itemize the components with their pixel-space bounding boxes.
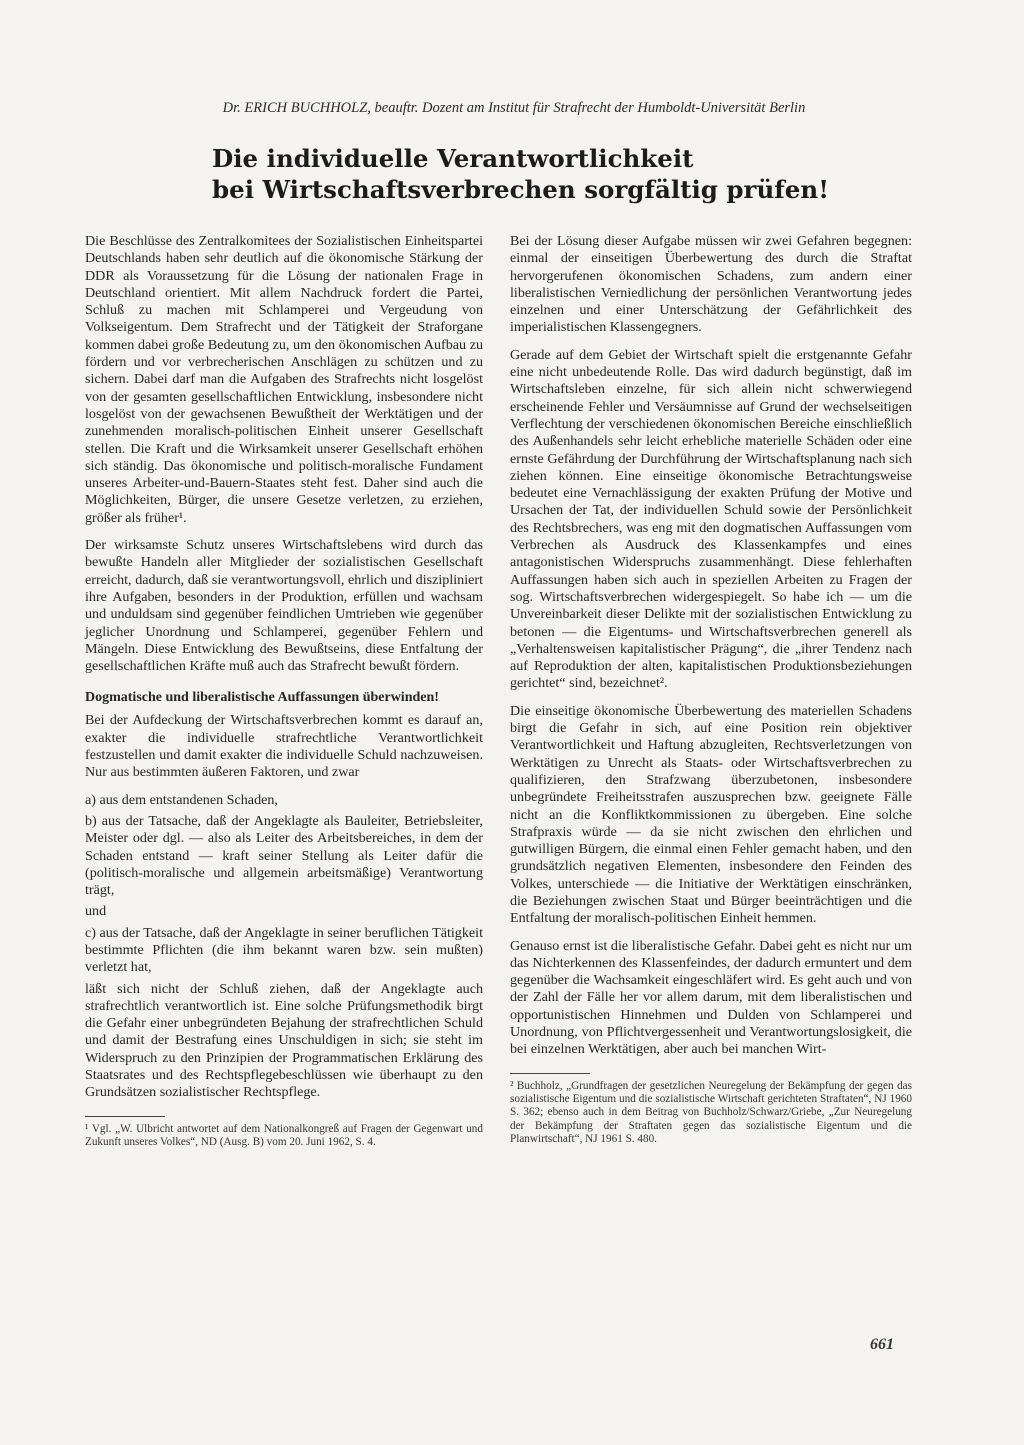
section-heading: Dogmatische und liberalistische Auffassungen überwinden! bbox=[85, 690, 439, 706]
paragraph: Gerade auf dem Gebiet der Wirtschaft spielt die erstgenannte Gefahr eine nicht unbedeutende Rolle. Das wird dadurch begünstigt, daß im Wirtschaftsleben einzelne, für sich allein nicht schwerwiegend erscheinende Fehler und Versäumnisse auf Grund der wechselseitigen Verflechtung der verschiedenen ökonomischen Bereiche einschließlich des Außenhandels sehr leicht erhebliche materielle Schäden oder eine ernste Gefährdung der Durchführung der Wirtschaftsplanung nach sich ziehen können. Eine einseitige ökonomische Betrachtungsweise bedeutet eine Vernachlässigung der exakten Prüfung der Motive und Ursachen der Tat, der individuellen Schuld sowie der Persönlichkeit des Rechtsbrechers, was eng mit den dogmatischen Auffassungen vom Verbrechen als Ausdruck des Klassenkampfes und eines antagonistischen Widerspruchs zusammenhängt. Diese fehlerhaften Auffassungen haben sich auch in speziellen Arbeiten zu Fragen der sog. Wirtschaftsverbrechen widergespiegelt. So habe ich — um die Unvereinbarkeit dieser Delikte mit der sozialistischen Entwicklung zu betonen — die Eigentums- und Wirtschaftsverbrechen generell als „Verhaltensweisen kapitalistischer Prägung“, die „ihrer Tendenz nach auf Reproduktion der alten, kapitalistischen Produktionsbeziehungen gerichtet“ sind, bezeichnet². bbox=[510, 346, 912, 692]
paragraph: läßt sich nicht der Schluß ziehen, daß der Angeklagte auch strafrechtlich verantwortlich ist. Eine solche Prüfungsmethodik birgt die Gefahr einer unbegründeten Bejahung der strafrechtlichen Schuld und damit der Bestrafung eines Unschuldigen in sich; sie steht im Widerspruch zu den Prinzipien der Programmatischen Erklärung des Staatsrates und des Rechtspflegebeschlüssen wie überhaupt zu den Grundsätzen sozialistischer Rechtspflege. bbox=[85, 980, 483, 1101]
paragraph: Bei der Aufdeckung der Wirtschaftsverbrechen kommt es darauf an, exakter die individuelle strafrechtliche Verantwortlichkeit festzustellen und damit exakter die individuelle Schuld nachzuweisen. Nur aus bestimmten äußeren Faktoren, und zwar bbox=[85, 712, 483, 781]
author-byline: Dr. ERICH BUCHHOLZ, beauftr. Dozent am Institut für Strafrecht der Humboldt-Universität Berlin bbox=[222, 100, 806, 116]
list-item: b) aus der Tatsache, daß der Angeklagte als Bauleiter, Betriebsleiter, Meister oder dgl. — also als Leiter des Arbeitsbereiches, in dem der Schaden entstand — kraft seiner Stellung als Leiter dafür die (politisch-moralische und allgemein arbeitsmäßige) Verantwortung trägt, bbox=[85, 812, 483, 899]
title-line-1: Die individuelle Verantwortlichkeit bbox=[212, 144, 694, 173]
title-line-2: bei Wirtschaftsverbrechen sorgfältig prüfen! bbox=[212, 175, 829, 204]
paragraph: Bei der Lösung dieser Aufgabe müssen wir zwei Gefahren begegnen: einmal der einseitigen Überbewertung des durch die Straftat hervorgerufenen ökonomischen Schadens, zum andern einer liberalistischen Verniedlichung der persönlichen Verantwortung jedes einzelnen und einer Unterschätzung der Gefährlichkeit des imperialistischen Klassengegners. bbox=[510, 233, 912, 336]
footnote-divider bbox=[510, 1073, 590, 1074]
left-column bbox=[85, 233, 483, 1159]
footnote: ¹ Vgl. „W. Ulbricht antwortet auf dem Nationalkongreß auf Fragen der Gegenwart und Zukunft unseres Volkes“, ND (Ausg. B) vom 20. Juni 1962, S. 4. bbox=[85, 1122, 483, 1149]
paragraph: Die einseitige ökonomische Überbewertung des materiellen Schadens birgt die Gefahr in sich, auf eine Position rein objektiver Verantwortlichkeit und Haftung abzugleiten, Rechtsverletzungen von Werktätigen zu Unrecht als Staats- oder Wirtschaftsverbrechen zu qualifizieren, den Strafzwang überzubetonen, insbesondere unbegründete Freiheitsstrafen auszusprechen bzw. geeignete Fälle nicht an die Konfliktkommissionen zu übergeben. Eine solche Strafpraxis würde — da sie nicht zwischen den ehrlichen und gutwilligen Bürgern, die einmal einen Fehler gemacht haben, und den grundsätzlich negativen Elementen, insbesondere den Feinden des Volkes, unterschiede — die Initiative der Werktätigen einschränken, die Beziehungen zwischen Staat und Bürger beeinträchtigen und die Entfaltung der moralisch-politischen Einheit hemmen. bbox=[510, 702, 912, 927]
paragraph: Genauso ernst ist die liberalistische Gefahr. Dabei geht es nicht nur um das Nichterkennen des Klassenfeindes, der dadurch ermuntert und dem gegenüber die Wachsamkeit eingeschläfert wird. Es geht auch und von der Zahl der Fälle her vor allem darum, mit dem liberalistischen und opportunistischen Hinnehmen und Dulden von Schlamperei und Unordnung, von Pflichtvergessenheit und Verantwortungslosigkeit, die bei einzelnen Werktätigen, aber auch bei manchen Wirt- bbox=[510, 937, 912, 1058]
paragraph: Der wirksamste Schutz unseres Wirtschaftslebens wird durch das bewußte Handeln aller Mitglieder der sozialistischen Gesellschaft erreicht, dadurch, daß sie verantwortungsvoll, ehrlich und diszipliniert ihre Aufgaben, besonders in der Produktion, erfüllen und wachsam und unduldsam sind gegenüber feindlichen Umtrieben wie gegenüber jeglicher Unordnung und Schlamperei, gegenüber Fehlern und Mängeln. Diese Entwicklung des Bewußtseins, diese Entfaltung der gesellschaftlichen Kräfte muß auch das Strafrecht bewußt fördern. bbox=[85, 537, 483, 675]
list-connector: und bbox=[85, 903, 107, 920]
footnote: ² Buchholz, „Grundfragen der gesetzlichen Neuregelung der Bekämpfung der gegen das sozialistische Eigentum und die sozialistische Wirtschaft gerichteten Straftaten“, NJ 1960 S. 362; ebenso auch in dem Beitrag von Buchholz/Schwarz/Griebe, „Zur Neuregelung der Bekämpfung der Straftaten gegen das sozialistische Eigentum und die Planwirtschaft“, NJ 1961 S. 480. bbox=[510, 1079, 912, 1146]
list-item: a) aus dem entstandenen Schaden, bbox=[85, 791, 278, 808]
article-title bbox=[212, 143, 829, 205]
footnote-divider bbox=[85, 1116, 165, 1117]
paragraph: Die Beschlüsse des Zentralkomitees der Sozialistischen Einheitspartei Deutschlands haben sehr deutlich auf die ökonomische Stärkung der DDR als Voraussetzung für die Lösung der nationalen Frage in Deutschland orientiert. Mit allem Nachdruck fordert die Partei, Schluß zu machen mit Schlamperei und Vergeudung von Volkseigentum. Dem Strafrecht und der Tätigkeit der Straforgane kommen dabei große Bedeutung zu, um den ökonomischen Aufbau zu fördern und vor verbrecherischen Anschlägen zu schützen und zu sichern. Dabei darf man die Aufgaben des Strafrechts nicht losgelöst von der gesamten gesellschaftlichen Entwicklung, insbesondere nicht losgelöst von der gewachsenen Bewußtheit der Werktätigen und der zunehmenden moralisch-politischen Einheit unserer Gesellschaft stellen. Die Kraft und die Wirksamkeit unserer Gesellschaft erhöhen sich ständig. Das ökonomische und politisch-moralische Fundament unseres Arbeiter-und-Bauern-Staates steht fest. Daher sind auch die Möglichkeiten, Bürger, die unsere Gesetze verletzen, zu erziehen, größer als früher¹. bbox=[85, 233, 483, 526]
list-item: c) aus der Tatsache, daß der Angeklagte in seiner beruflichen Tätigkeit bestimmte Pflichten (die ihm bekannt waren bzw. sein mußten) verletzt hat, bbox=[85, 924, 483, 976]
page-number: 661 bbox=[870, 1336, 894, 1353]
right-column bbox=[510, 233, 912, 1157]
